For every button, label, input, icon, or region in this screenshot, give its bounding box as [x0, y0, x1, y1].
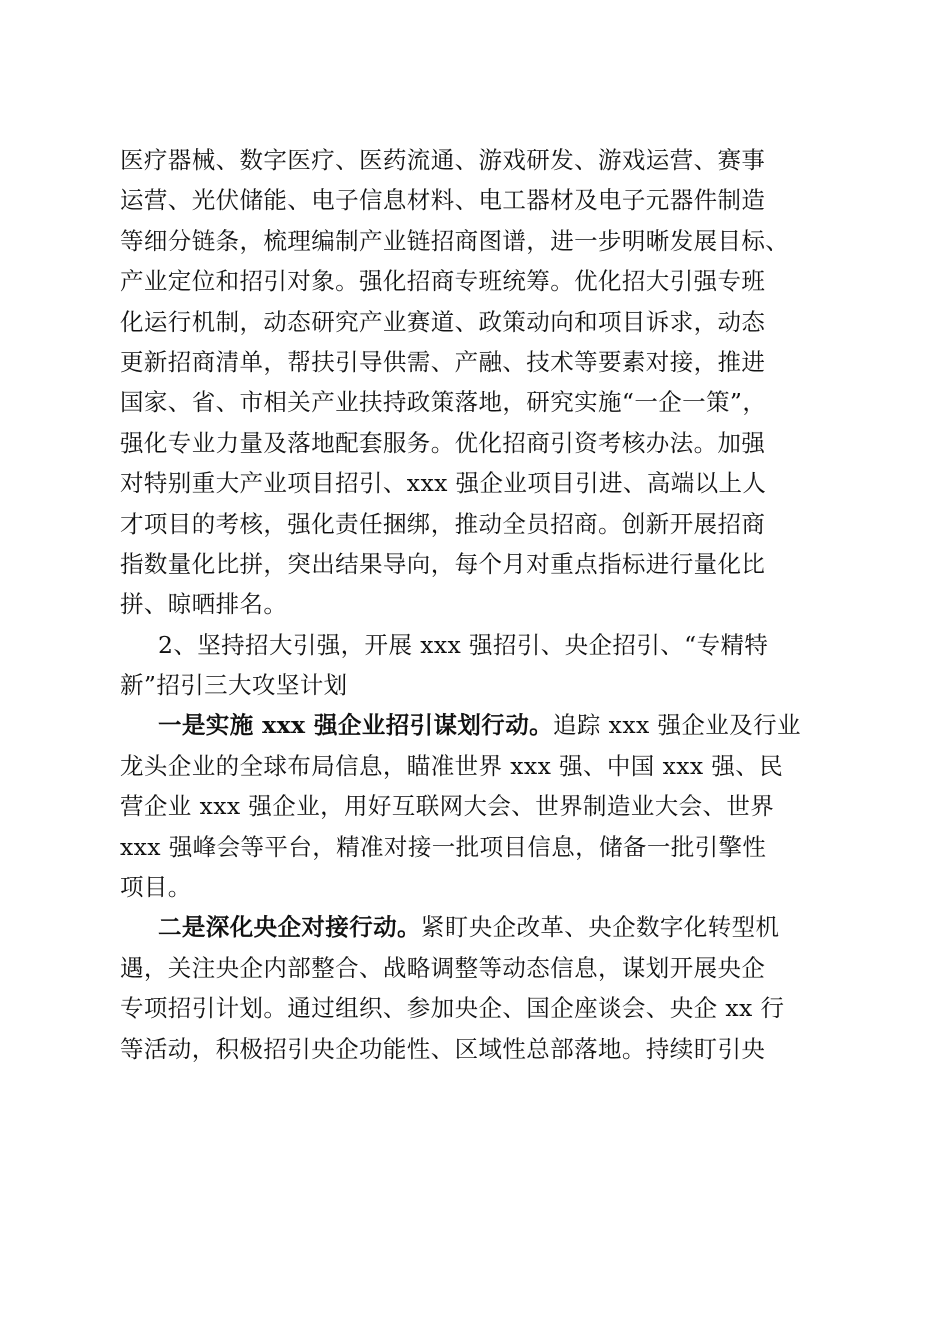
document-body: [120, 140, 830, 1069]
text-line: xxx 强峰会等平台，精准对接一批项目信息，储备一批引擎性: [120, 832, 767, 861]
text-line: 化运行机制，动态研究产业赛道、政策动向和项目诉求，动态: [120, 307, 766, 336]
text-line: 医疗器械、数字医疗、医药流通、游戏研发、游戏运营、赛事: [120, 146, 766, 174]
paragraph-lead: 二是深化央企对接行动。: [158, 913, 421, 942]
text-line: 营企业 xxx 强企业，用好互联网大会、世界制造业大会、世界: [120, 792, 775, 821]
text-line: 才项目的考核，强化责任捆绑，推动全员招商。创新开展招商: [120, 509, 766, 538]
text-line: 强化专业力量及落地配套服务。优化招商引资考核办法。加强: [120, 428, 766, 457]
text-line: 等细分链条，梳理编制产业链招商图谱，进一步明晰发展目标、: [120, 226, 790, 255]
paragraph-lead: 一是实施 xxx 强企业招引谋划行动。: [158, 711, 553, 740]
paragraph-industry-chain: [120, 140, 830, 625]
text-line: [120, 907, 830, 947]
heading-line: 新”招引三大攻坚计划: [120, 671, 348, 700]
heading-line: 2、坚持招大引强，开展 xxx 强招引、央企招引、“专精特: [158, 630, 769, 659]
text-line: 遇，关注央企内部整合、战略调整等动态信息，谋划开展央企: [120, 953, 766, 982]
text-line: 国家、省、市相关产业扶持政策落地，研究实施“一企一策”，: [120, 388, 767, 417]
text-line: 指数量化比拼，突出结果导向，每个月对重点指标进行量化比: [120, 549, 766, 578]
paragraph-soe-action: [120, 907, 830, 1069]
paragraph-xxx-action: [120, 705, 830, 907]
text-line: 项目。: [120, 873, 192, 902]
paragraph-lead-rest: 紧盯央企改革、央企数字化转型机: [420, 913, 780, 942]
text-line: 等活动，积极招引央企功能性、区域性总部落地。持续盯引央: [120, 1034, 766, 1063]
text-line: 产业定位和招引对象。强化招商专班统筹。优化招大引强专班: [120, 267, 766, 296]
text-line: [120, 705, 830, 745]
text-line: 龙头企业的全球布局信息，瞄准世界 xxx 强、中国 xxx 强、民: [120, 751, 784, 780]
text-line: 拼、晾晒排名。: [120, 590, 288, 619]
text-line: 运营、光伏储能、电子信息材料、电工器材及电子元器件制造: [120, 186, 766, 215]
text-line: 对特别重大产业项目招引、xxx 强企业项目引进、高端以上人: [120, 469, 767, 498]
text-line: 更新招商清单，帮扶引导供需、产融、技术等要素对接，推进: [120, 347, 766, 376]
section-heading: [120, 625, 830, 706]
text-line: 专项招引计划。通过组织、参加央企、国企座谈会、央企 xx 行: [120, 994, 785, 1023]
paragraph-lead-rest: 追踪 xxx 强企业及行业: [553, 711, 801, 740]
